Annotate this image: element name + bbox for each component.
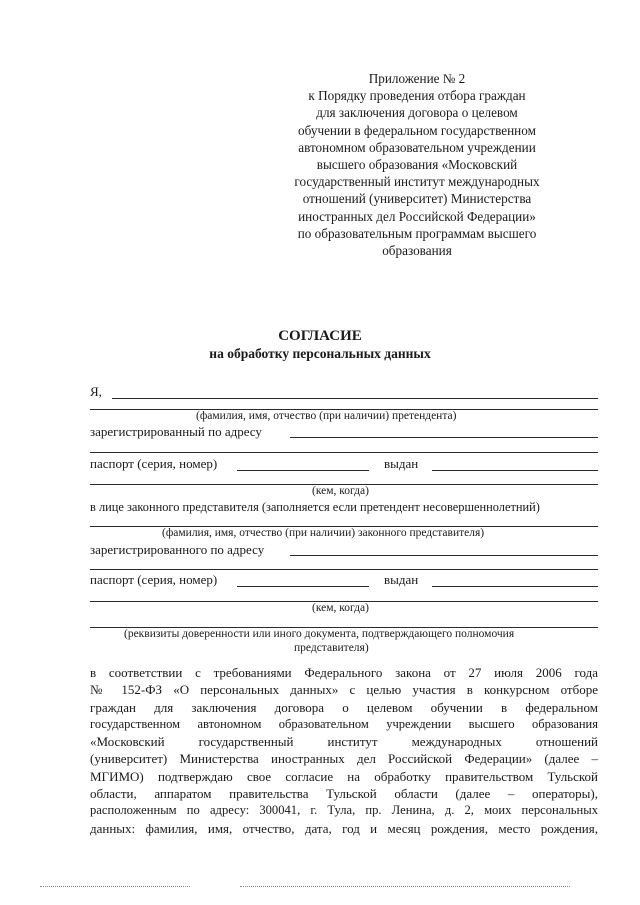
- annex-line: для заключения договора о целевом: [316, 105, 518, 121]
- issued-by-field[interactable]: [432, 470, 598, 471]
- body-line: в соответствии с требованиями Федерального закона от 27 июля 2006 года: [90, 665, 598, 680]
- body-line: МГИМО) подтверждаю свое согласие на обработку правительством Тульской: [90, 768, 598, 784]
- who-when2-caption: (кем, когда): [312, 602, 369, 614]
- annex-line: Приложение № 2: [368, 71, 466, 86]
- power-caption-1: (реквизиты доверенности или иного документа, подтверждающего полномочия: [124, 628, 515, 640]
- power-caption-2: представителя): [294, 642, 369, 654]
- annex-line: иностранных дел Российской Федерации»: [298, 208, 536, 224]
- passport2-label: паспорт (серия, номер): [90, 572, 218, 587]
- page-edge-mark: [240, 886, 570, 887]
- annex-line: высшего образования «Московский: [316, 157, 518, 173]
- issued2-label: выдан: [384, 572, 419, 587]
- body-line: № 152-ФЗ «О персональных данных» с целью участия в конкурсном отборе: [90, 682, 598, 698]
- registered2-address-label: зарегистрированного по адресу: [90, 542, 265, 557]
- annex-line: государственный институт международных: [294, 174, 540, 190]
- passport-label: паспорт (серия, номер): [90, 456, 218, 471]
- applicant-name-field[interactable]: [112, 398, 598, 399]
- body-line: (университет) Министерства иностранных дел Российской Федерации» (далее –: [90, 751, 598, 767]
- body-line: данных: фамилия, имя, отчество, дата, год и месяц рождения, место рождения,: [90, 820, 598, 836]
- annex-header: [272, 70, 562, 259]
- issued2-by-field[interactable]: [432, 586, 598, 587]
- who-when-caption: (кем, когда): [312, 485, 369, 497]
- document-subtitle: на обработку персональных данных: [209, 346, 431, 361]
- representative-caption: (фамилия, имя, отчество (при наличии) законного представителя): [162, 527, 485, 539]
- registered-address-label: зарегистрированный по адресу: [90, 424, 262, 439]
- passport2-number-field[interactable]: [237, 586, 369, 587]
- issued-label: выдан: [384, 456, 419, 471]
- body-line: области, аппаратом правительства Тульской области (далее – операторы),: [90, 786, 598, 802]
- consent-body: [90, 664, 598, 837]
- applicant-caption: (фамилия, имя, отчество (при наличии) претендента): [196, 410, 457, 422]
- registered2-address-field[interactable]: [290, 555, 598, 556]
- annex-line: к Порядку проведения отбора граждан: [308, 88, 526, 104]
- body-line: граждан для заключения договора о целевом обучении в федеральном: [90, 699, 598, 715]
- representative-line: в лице законного представителя (заполняется если претендент несовершеннолетний): [90, 500, 540, 514]
- annex-line: отношений (университет) Министерства: [302, 191, 532, 207]
- body-line: государственном автономном образовательном учреждении высшего образования: [90, 716, 598, 731]
- registered-address-field-line2[interactable]: [90, 452, 598, 453]
- document-title: СОГЛАСИЕ: [278, 328, 362, 344]
- i-label: Я,: [90, 384, 102, 399]
- annex-line: образования: [382, 243, 452, 259]
- passport-number-field[interactable]: [237, 470, 369, 471]
- page-edge-mark: [40, 886, 190, 887]
- annex-line: обучении в федеральном государственном: [298, 122, 536, 138]
- body-line: «Московский государственный институт международных отношений: [90, 734, 598, 750]
- body-line: расположенным по адресу: 300041, г. Тула, пр. Ленина, д. 2, моих персональных: [90, 803, 598, 818]
- registered-address-field[interactable]: [290, 437, 598, 438]
- annex-line: автономном образовательном учреждении: [298, 139, 536, 155]
- registered2-address-field-line2[interactable]: [90, 569, 598, 570]
- annex-line: по образовательным программам высшего: [297, 225, 537, 241]
